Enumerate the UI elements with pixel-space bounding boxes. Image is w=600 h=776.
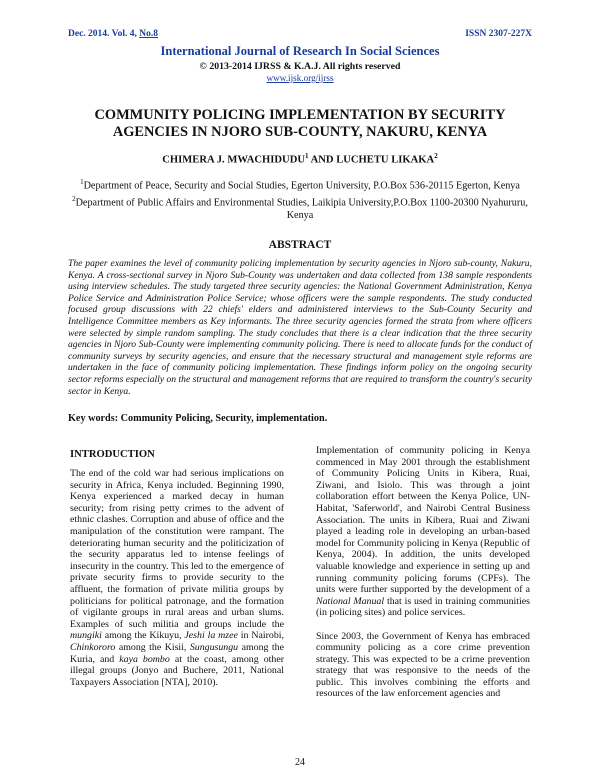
affiliation-1: $^1$Department of Peace, Security and Social Studies, Egerton University, P.O.Box 536-20115 Egerton, Kenya	[80, 178, 520, 192]
author-connector: AND	[308, 154, 337, 166]
affiliations	[68, 176, 532, 222]
page-number: 24	[295, 757, 305, 768]
issue-number-link[interactable]: No.8	[139, 29, 158, 39]
left-column	[70, 468, 284, 700]
author-1-sup: 1	[305, 152, 309, 160]
right-column	[316, 445, 530, 712]
section-heading-introduction: INTRODUCTION	[70, 449, 155, 460]
abstract-heading: ABSTRACT	[268, 239, 332, 251]
authors	[0, 152, 600, 166]
copyright: © 2013-2014 IJRSS & K.A.J. All rights reserved	[199, 61, 401, 72]
author-2: LUCHETU LIKAKA	[336, 154, 435, 166]
issue-info	[68, 29, 158, 39]
paper-title: COMMUNITY POLICING IMPLEMENTATION BY SECURITY AGENCIES IN NJORO SUB-COUNTY, NAKURU, KENYA	[94, 107, 506, 140]
journal-name: International Journal of Research In Social Sciences	[160, 44, 440, 58]
author-1: CHIMERA J. MWACHIDUDU	[162, 154, 306, 166]
keywords: Key words: Community Policing, Security, implementation.	[68, 413, 328, 424]
since-2003-paragraph: Since 2003, the Government of Kenya has embraced community policing as a core crime prevention strategy. This was expected to be a crime prevention strategy that was responsive to the needs of the public. This involves combining the efforts and resources of the law enforcement agencies and	[316, 630, 530, 700]
issue-prefix: Dec. 2014. Vol. 4,	[68, 29, 140, 39]
issn: ISSN 2307-227X	[465, 29, 532, 39]
author-2-sup: 2	[434, 152, 438, 160]
intro-paragraph: The end of the cold war had serious implications on security in Africa, Kenya included. Beginning 1990, Kenya experienced a marked decay in human security; from rising petty crimes to the advent of ethnic clashes. Corruption and abuse of office and the manipulation of the constitution were rampant. The deteriorating human security and the politicization of the security apparatus led to intense feelings of insecurity in the country. This led to the emergence of private security firms to provide security to the affluent, the formation of private militia groups by politicians for political patronage, and the formation of vigilante groups in rural areas and urban slums. Examples of such militia and groups include the mungiki among the Kikuyu, Jeshi la mzee in Nairobi, Chinkororo among the Kisii, Sungusungu among the Kuria, and kaya bombo at the coast, among other illegal groups (Jonyo and Buchere, 2011, National Taxpayers Association [NTA], 2010).	[70, 468, 284, 688]
affiliation-2: $^2$Department of Public Affairs and Environmental Studies, Laikipia University,P.O.Box 1100-20300 Nyahururu, Kenya	[72, 194, 528, 221]
implementation-paragraph: Implementation of community policing in Kenya commenced in May 2001 through the establishment of Community Policing Units in Kibera, Ruai, Ziwani, and Isiolo. This was through a joint collaboration effort between the Kenya Police, UN-Habitat, 'Saferworld', and Nairobi Central Business Association. The units in Kibera, Ruai and Ziwani played a leading role in developing an urban-based model for Community policing in Kenya (Republic of Kenya, 2004). In addition, the units developed valuable knowledge and experience in setting up and running community policing forums (CPFs). The units were further supported by the development of a National Manual that is used in training communities (in policing sites) and police services.	[316, 445, 530, 619]
website-link[interactable]: www.ijsk.org/ijrss	[266, 73, 334, 83]
abstract-text: The paper examines the level of community policing implementation by security agencies in Njoro sub-county, Nakuru, Kenya. A cross-sectional survey in Njoro Sub-County was undertaken and data collected from 138 sample respondents using interview schedules. The study targeted three security agencies: the National Government Administration, Kenya Police Service and Administration Police Service; whose officers were the sample respondents. The study conducted focused group discussions with 22 chiefs' elders and administered interviews to the Sub-County Security and Intelligence Committee members as Key informants. The three security agencies formed the strata from where officers were selected by simple random sampling. The study concludes that there is a clear indication that the three security agencies in Njoro Sub-County were implementing community policing. There is need to allocate funds for the conduct of community surveys by security agencies, and ensure that the necessary structural and management style reforms are undertaken in the face of community policing implementation. These findings inform policy on the ongoing security sector reforms especially on the structural and management reforms that are required to transform the country's security sector in Kenya.	[68, 258, 532, 397]
